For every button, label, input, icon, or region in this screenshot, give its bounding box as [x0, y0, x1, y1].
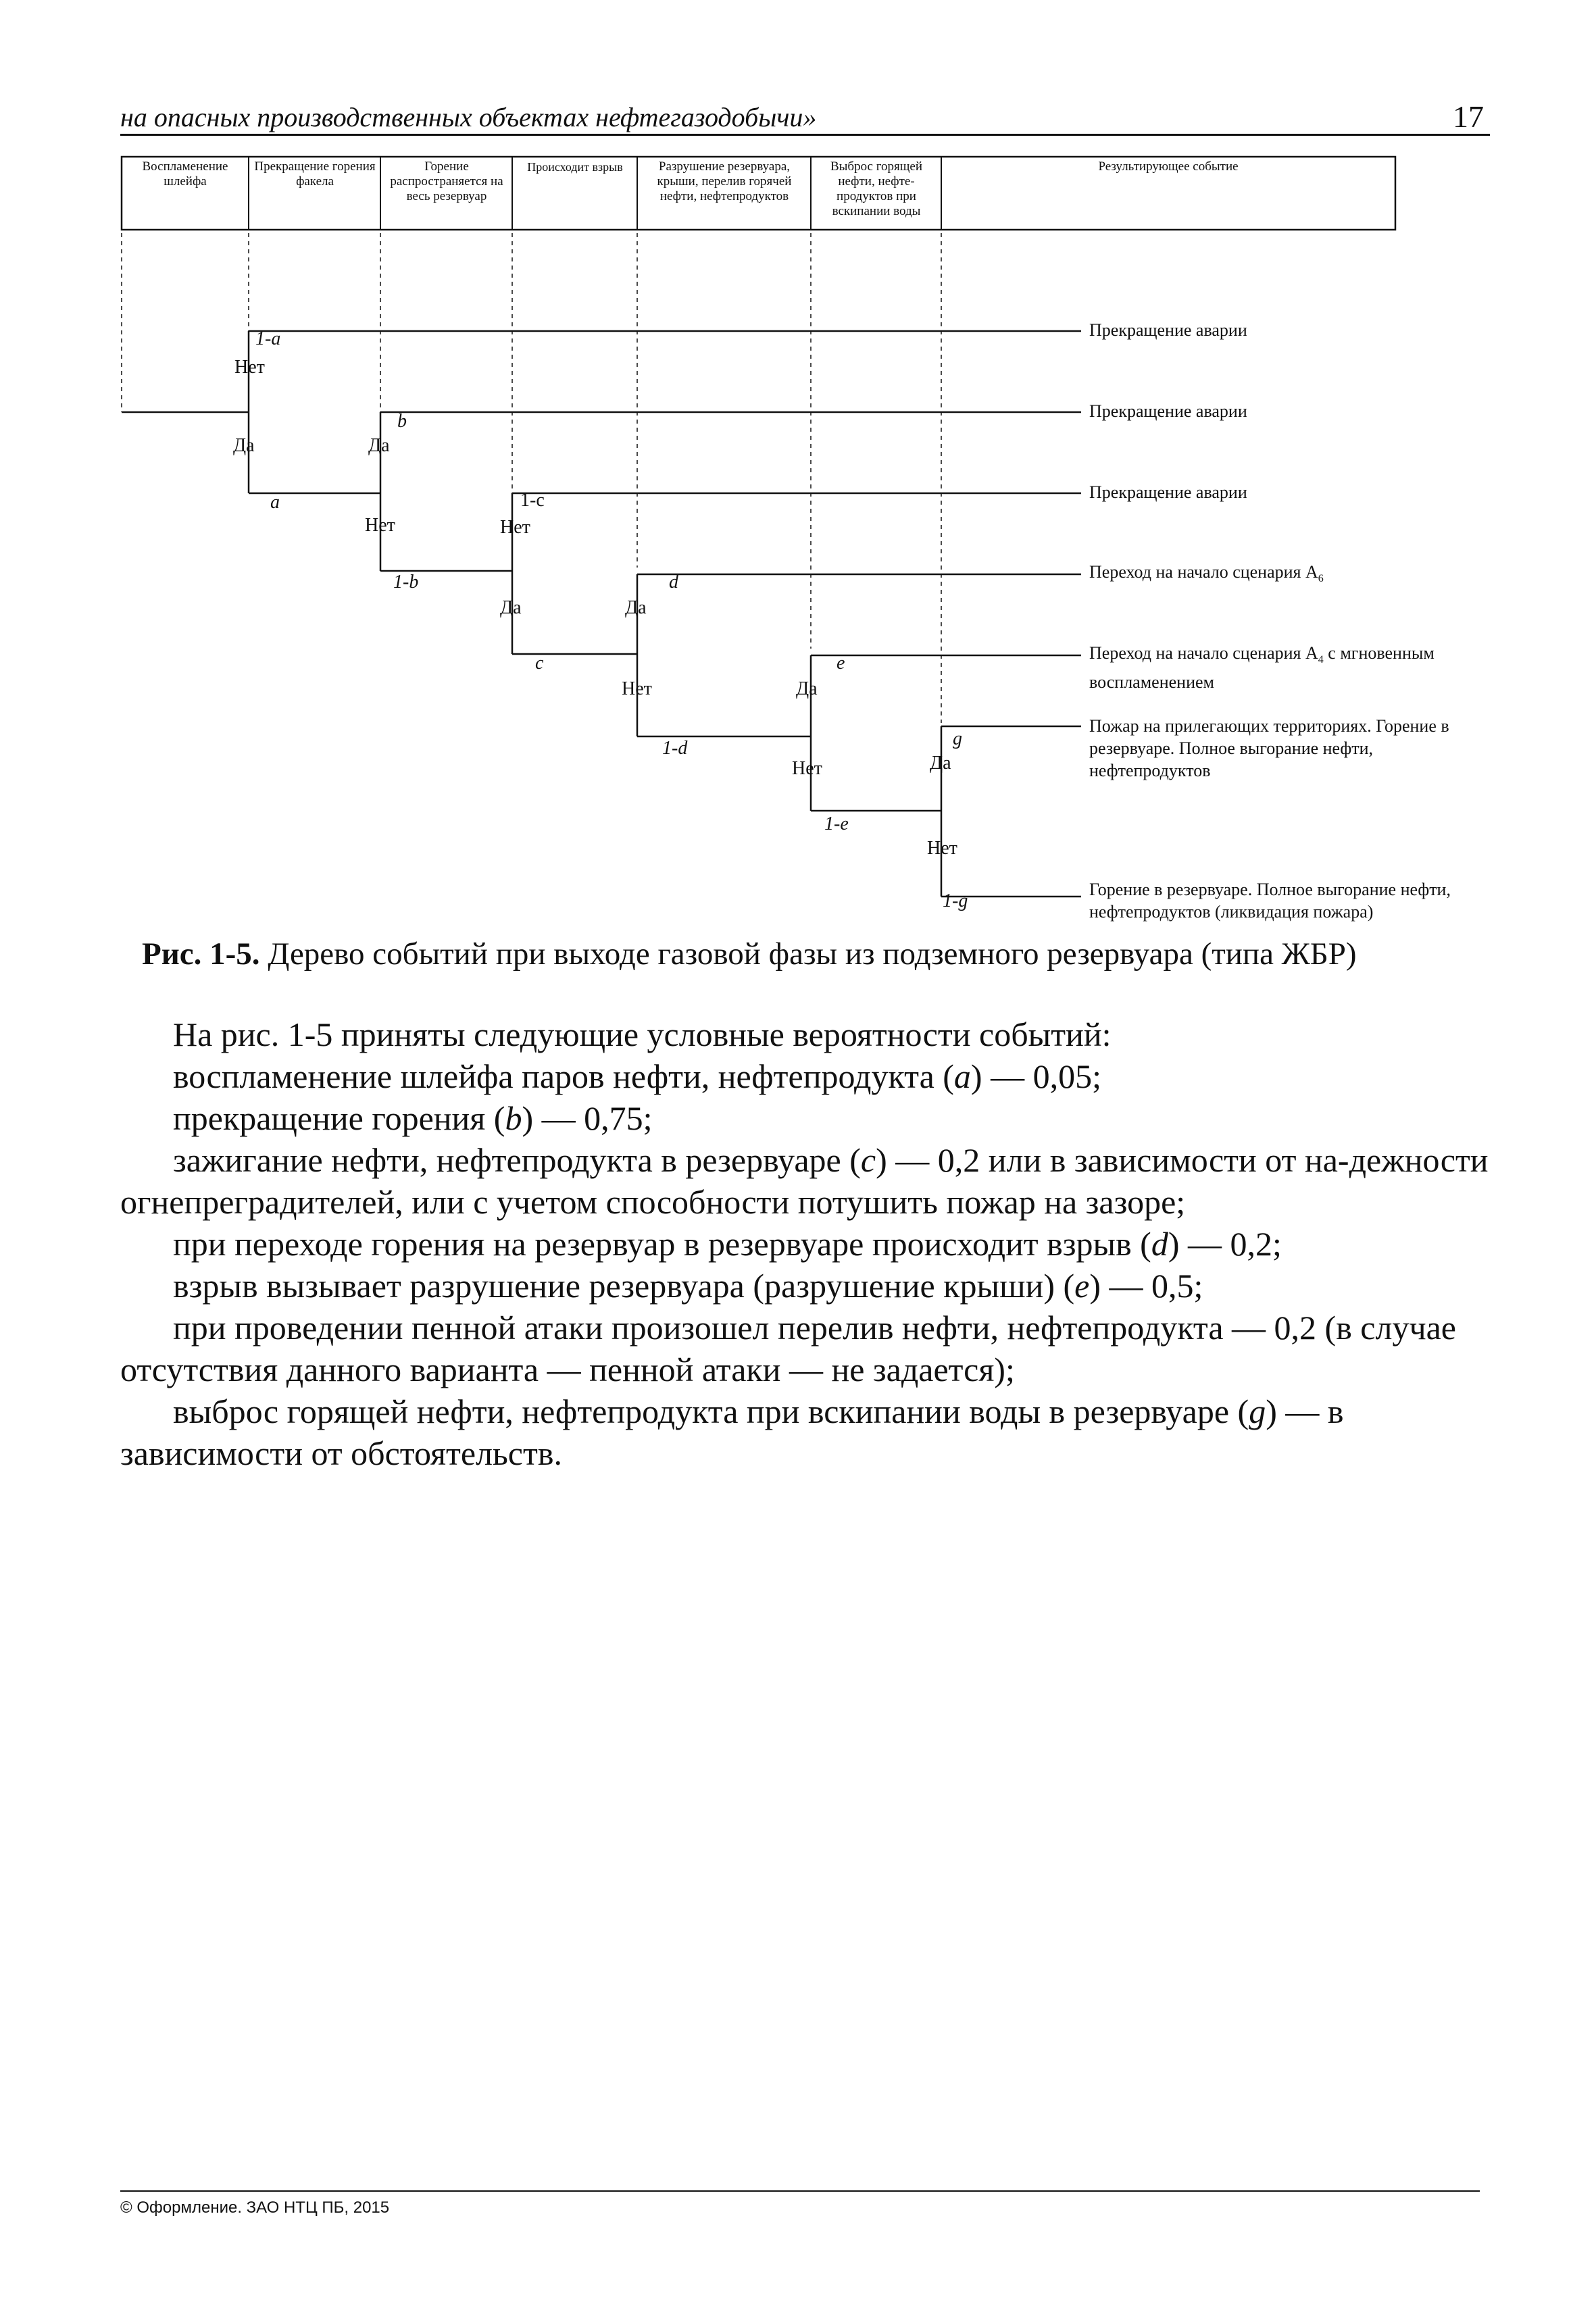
column-header-boilover: Выброс горящей нефти, нефте-продуктов при вскипании воды: [830, 159, 923, 218]
outcome-scenario-a4: Переход на начало сценария $А_4$ с мгновенным воспламенением: [1089, 643, 1435, 693]
outcome-scenario-a6: Переход на начало сценария $А_6$: [1089, 562, 1324, 585]
column-header-flare-stop: Прекращение горения факела: [254, 159, 376, 188]
condition-g: выброс горящей нефти, нефтепродукта при вскипании воды в резервуаре (g) — в зависимости от обстоятельств.: [120, 1392, 1344, 1472]
branch-prob-b: b: [397, 411, 407, 432]
branch-no-label: Нет: [234, 357, 265, 378]
column-header-fire-spread: Горение распространяется на весь резервуар: [390, 159, 503, 203]
branch-prob-c: c: [535, 653, 544, 674]
branch-prob-d: d: [669, 572, 678, 593]
branch-prob-1a: 1-a: [255, 328, 281, 349]
column-header-ignition: Воспламенение шлейфа: [142, 159, 228, 188]
condition-foam-attack: при проведении пенной атаки произошел перелив нефти, нефтепродукта — 0,2 (в случае отсутствия данного варианта — пенной атаки — не задается);: [120, 1309, 1456, 1388]
event-tree-diagram: [0, 0, 1596, 932]
branch-no-label: Нет: [622, 678, 652, 699]
branch-prob-1e: 1-e: [824, 813, 849, 834]
outcome-tank-burnout: Горение в резервуаре. Полное выгорание нефти, нефтепродуктов (ликвидация пожара): [1089, 880, 1451, 922]
outcome-accident-stop-1: Прекращение аварии: [1089, 320, 1247, 340]
branch-yes-label: Да: [796, 678, 818, 699]
branch-yes-label: Да: [368, 435, 390, 456]
branch-prob-g: g: [953, 728, 962, 749]
condition-e: взрыв вызывает разрушение резервуара (разрушение крыши) (e) — 0,5;: [173, 1267, 1203, 1305]
branch-prob-1b: 1-b: [393, 572, 419, 593]
branch-prob-1c: 1-c: [520, 490, 545, 511]
branch-prob-e: e: [837, 653, 845, 674]
condition-c: зажигание нефти, нефтепродукта в резервуаре (c) — 0,2 или в зависимости от на-дежности огнепреградителей, или с учетом способности потушить пожар на зазоре;: [120, 1141, 1489, 1221]
outcome-accident-stop-2: Прекращение аварии: [1089, 401, 1247, 421]
condition-b: прекращение горения (b) — 0,75;: [173, 1099, 653, 1137]
footer-copyright: © Оформление. ЗАО НТЦ ПБ, 2015: [120, 2198, 390, 2217]
branch-no-label: Нет: [792, 758, 822, 779]
branch-prob-a: a: [270, 492, 280, 513]
page-number: 17: [1453, 99, 1484, 134]
branch-yes-label: Да: [500, 597, 522, 618]
branch-yes-label: Да: [625, 597, 647, 618]
branch-yes-label: Да: [930, 753, 951, 774]
figure-caption: Рис. 1-5. Дерево событий при выходе газовой фазы из подземного резервуара (типа ЖБР): [142, 936, 1357, 972]
body-intro: На рис. 1-5 приняты следующие условные вероятности событий:: [173, 1015, 1112, 1053]
condition-d: при переходе горения на резервуар в резервуаре происходит взрыв (d) — 0,2;: [173, 1225, 1282, 1263]
branch-prob-1d: 1-d: [662, 738, 688, 759]
condition-a: воспламенение шлейфа паров нефти, нефтепродукта (a) — 0,05;: [173, 1057, 1101, 1095]
column-header-tank-destruction: Разрушение резервуара, крыши, перелив горячей нефти, нефтепродуктов: [657, 159, 792, 203]
branch-no-label: Нет: [500, 517, 530, 538]
column-header-resulting-event: Результирующее событие: [1098, 159, 1239, 174]
branch-no-label: Нет: [927, 838, 957, 859]
column-header-explosion: Происходит взрыв: [527, 160, 623, 174]
running-title: на опасных производственных объектах нефтегазодобычи»: [120, 102, 817, 132]
branch-no-label: Нет: [365, 515, 395, 536]
outcome-adjacent-fire: Пожар на прилегающих территориях. Горение в резервуаре. Полное выгорание нефти, нефтепродуктов: [1089, 716, 1449, 780]
outcome-accident-stop-3: Прекращение аварии: [1089, 482, 1247, 502]
branch-yes-label: Да: [233, 435, 255, 456]
footer-rule: [120, 2190, 1480, 2192]
branch-prob-1g: 1-g: [943, 890, 968, 911]
column-guides: [122, 233, 941, 723]
tree-branches: [122, 331, 1081, 897]
